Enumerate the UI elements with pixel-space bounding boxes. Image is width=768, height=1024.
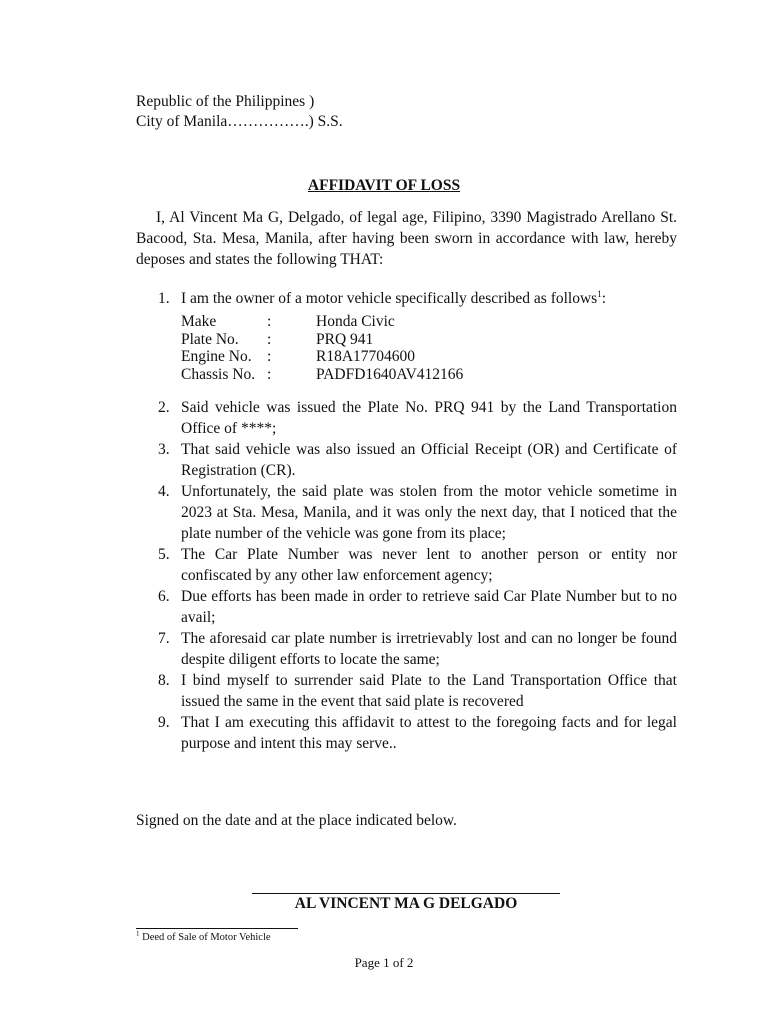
item-tail: : — [601, 290, 607, 307]
detail-label: Make — [181, 313, 217, 330]
detail-value: Honda Civic — [316, 313, 395, 330]
item-text: I am the owner of a motor vehicle specifically described as follows — [181, 290, 598, 307]
list-item — [136, 712, 677, 754]
detail-row-engine — [181, 348, 677, 366]
item-text: Due efforts has been made in order to retrieve said Car Plate Number but to no avail; — [181, 588, 677, 626]
footnote — [136, 929, 271, 943]
signature-line — [252, 893, 560, 894]
item-number: 9. — [158, 714, 170, 731]
list-item — [136, 397, 677, 439]
detail-separator: : — [267, 365, 272, 383]
item-number: 1. — [158, 290, 170, 307]
intro-paragraph: I, Al Vincent Ma G, Delgado, of legal age, Filipino, 3390 Magistrado Arellano St. Bacood, Sta. Mesa, Manila, after having been sworn in accordance with law, hereby deposes and states the following THAT: — [136, 209, 677, 268]
item-number: 4. — [158, 483, 170, 500]
venue-city: City of Manila…………….) S.S. — [136, 113, 343, 130]
detail-label: Plate No. — [181, 330, 239, 348]
item-number: 6. — [158, 588, 170, 605]
vehicle-details — [181, 313, 677, 383]
list-item — [136, 544, 677, 586]
detail-row-plate — [181, 331, 677, 349]
detail-separator: : — [267, 313, 272, 330]
detail-separator: : — [267, 330, 272, 348]
item-text: That I am executing this affidavit to attest to the foregoing facts and for legal purpose and intent this may serve.. — [181, 714, 677, 752]
footnote-number: 1 — [136, 929, 140, 938]
detail-value: PADFD1640AV412166 — [316, 365, 464, 383]
list-item — [136, 481, 677, 544]
detail-value: R18A17704600 — [316, 348, 416, 365]
item-number: 3. — [158, 441, 170, 458]
page-number: Page 1 of 2 — [354, 955, 414, 970]
list-item — [136, 670, 677, 712]
list-item — [136, 628, 677, 670]
detail-label: Chassis No. — [181, 365, 256, 383]
document-title: AFFIDAVIT OF LOSS — [307, 177, 461, 194]
detail-separator: : — [267, 348, 272, 365]
item-text: Unfortunately, the said plate was stolen from the motor vehicle sometime in 2023 at Sta. Mesa, Manila, and it was only the next day, that I noticed that the plate number of the vehicle was gone from its place; — [181, 483, 677, 542]
detail-row-chassis — [181, 366, 677, 384]
detail-value: PRQ 941 — [316, 330, 374, 348]
list-item — [136, 586, 677, 628]
footnote-ref: 1 — [597, 288, 602, 299]
item-text: The aforesaid car plate number is irretrievably lost and can no longer be found despite diligent efforts to locate the same; — [181, 630, 677, 668]
detail-label: Engine No. — [181, 348, 252, 365]
signed-statement: Signed on the date and at the place indicated below. — [136, 812, 457, 829]
item-number: 2. — [158, 399, 170, 416]
item-text: I bind myself to surrender said Plate to the Land Transportation Office that issued the same in the event that said plate is recovered — [181, 672, 677, 710]
venue-block — [136, 92, 343, 132]
statement-list — [136, 288, 677, 754]
list-item — [136, 288, 677, 383]
item-number: 5. — [158, 546, 170, 563]
detail-row-make — [181, 313, 677, 331]
item-text: The Car Plate Number was never lent to another person or entity nor confiscated by any other law enforcement agency; — [181, 546, 677, 584]
item-number: 7. — [158, 630, 170, 647]
item-number: 8. — [158, 672, 170, 689]
footnote-text: Deed of Sale of Motor Vehicle — [139, 932, 271, 943]
signatory-name: AL VINCENT MA G DELGADO — [294, 895, 518, 912]
item-text: Said vehicle was issued the Plate No. PRQ 941 by the Land Transportation Office of ****; — [181, 399, 677, 437]
venue-country: Republic of the Philippines ) — [136, 93, 315, 110]
list-item — [136, 439, 677, 481]
footnote-divider — [136, 928, 298, 929]
item-text: That said vehicle was also issued an Official Receipt (OR) and Certificate of Registration (CR). — [181, 441, 677, 479]
